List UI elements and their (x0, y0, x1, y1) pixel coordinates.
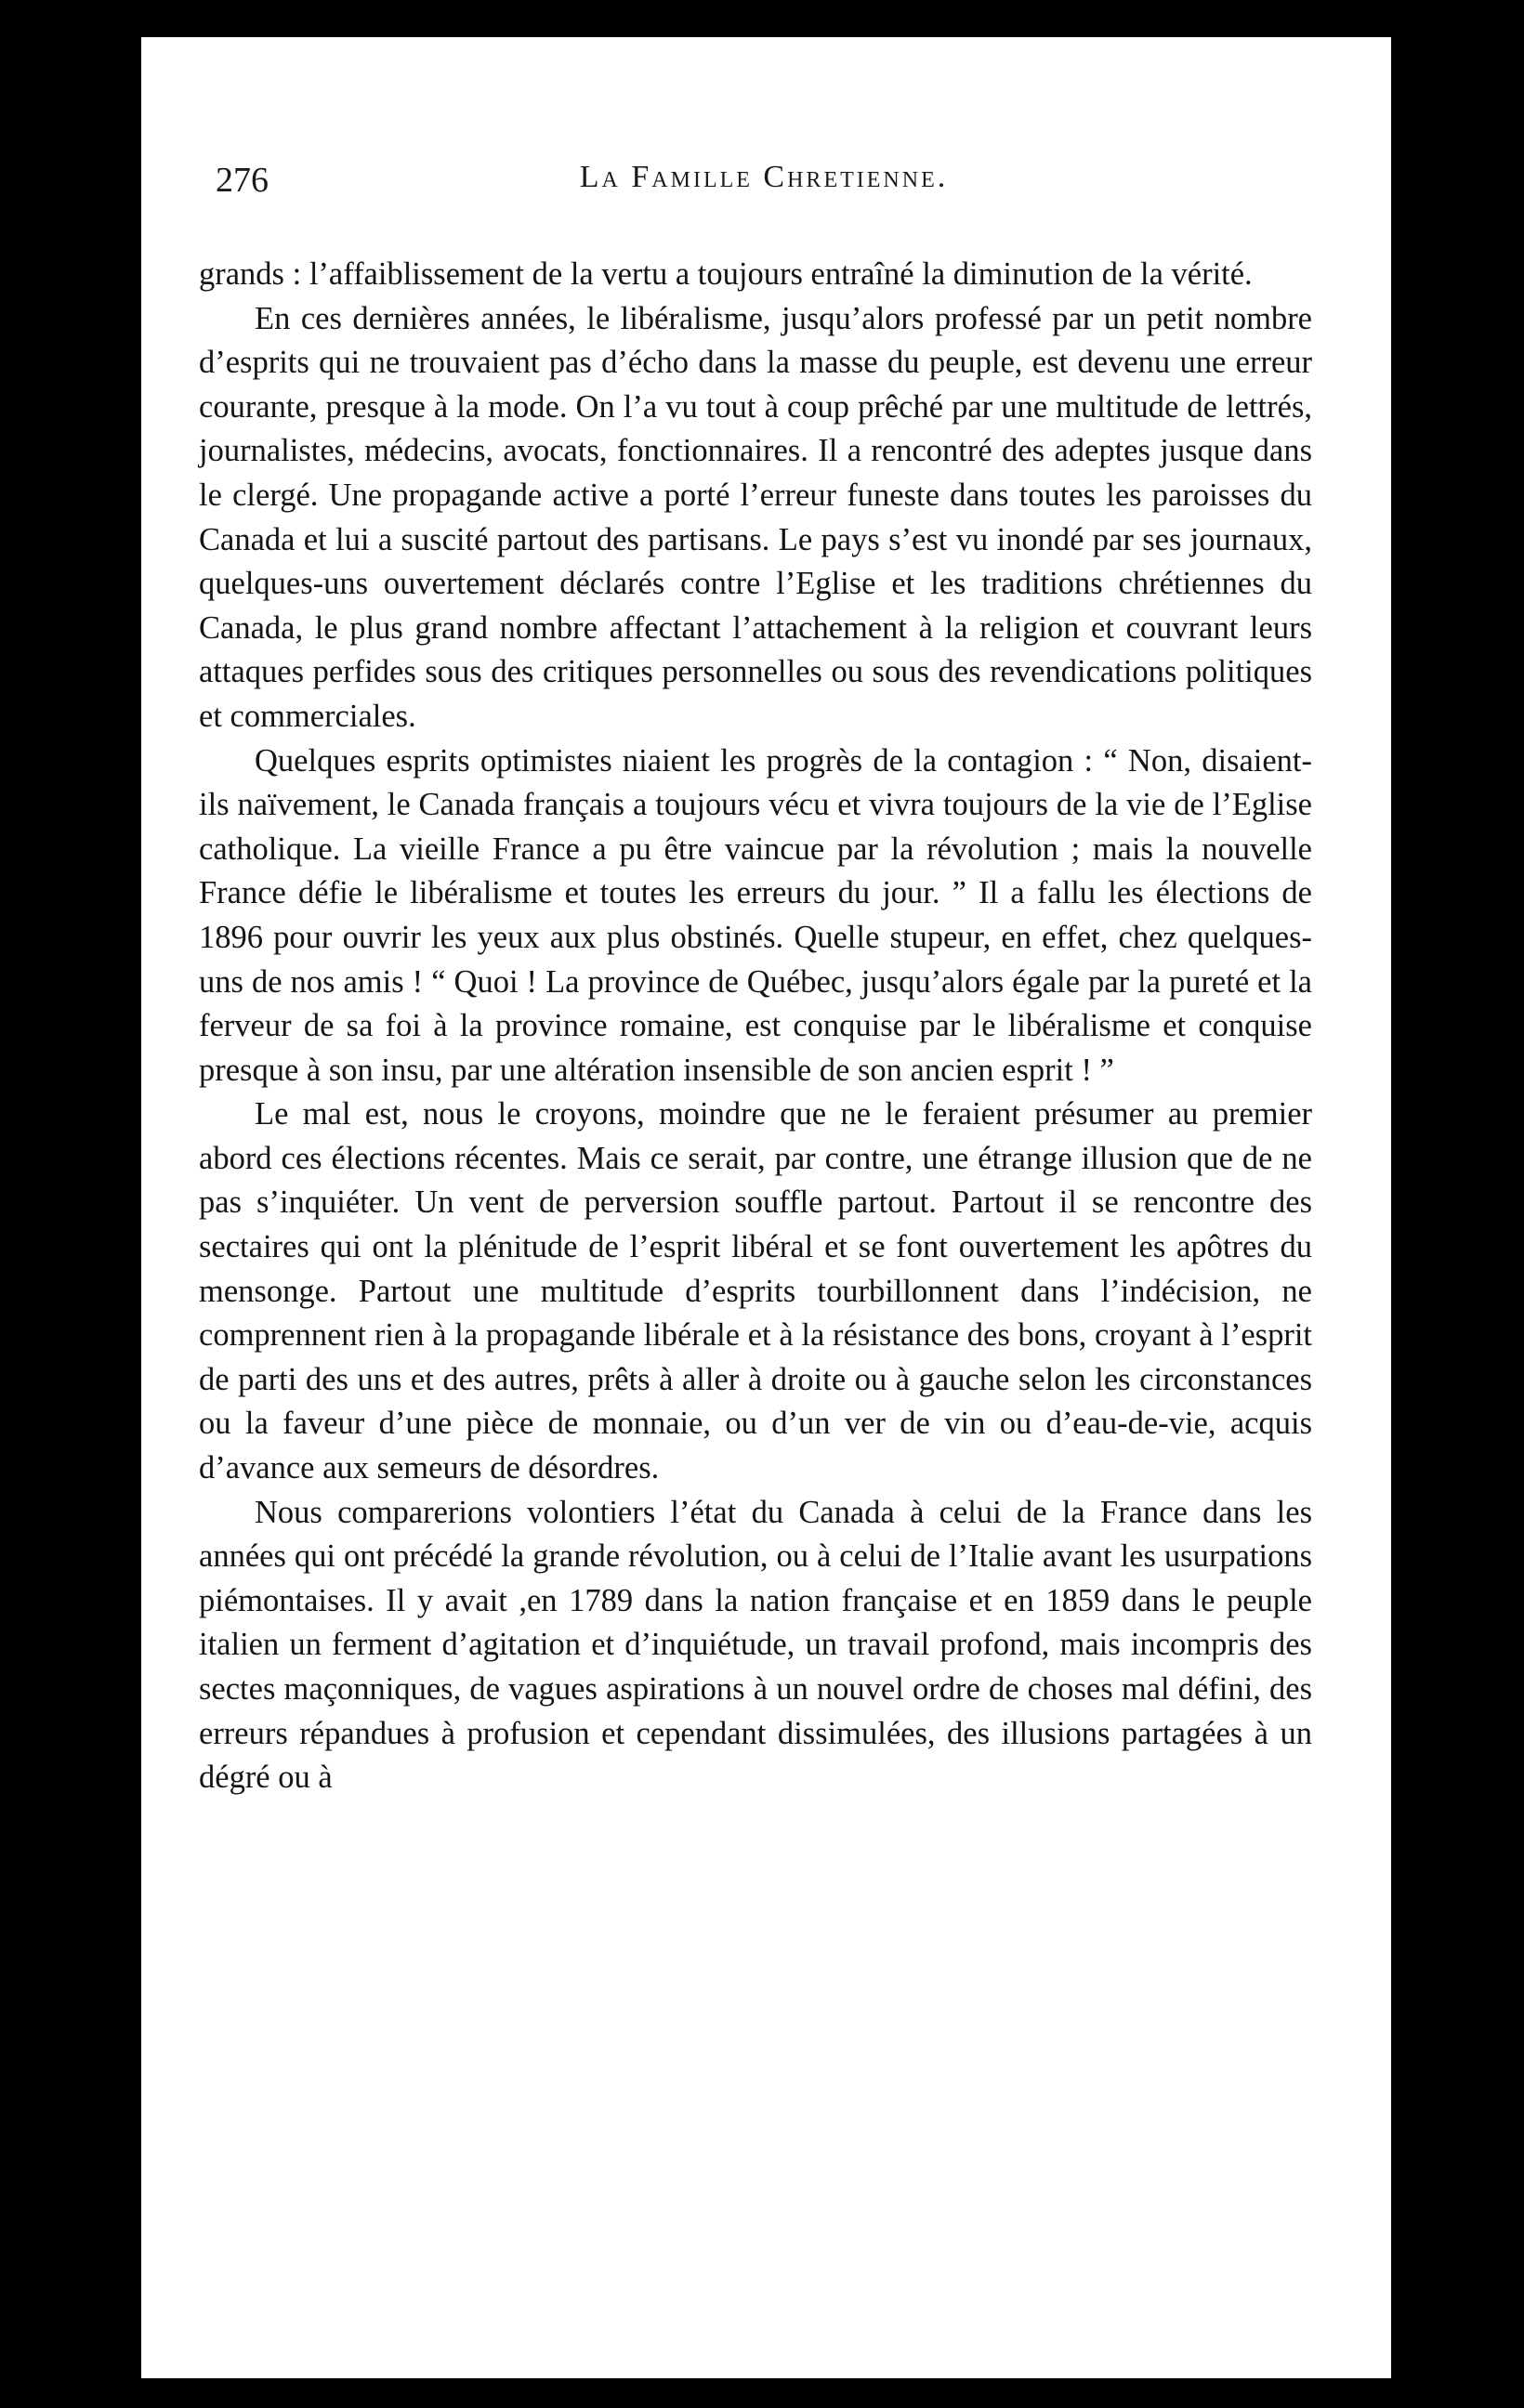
paragraph: Nous comparerions volontiers l’état du Canada à celui de la France dans les années qui ont précédé la grande révolution, ou à celui de l’Italie avant les usurpations piémontaises. Il y avait ,en 1789 dans la nation française et en 1859 dans le peuple italien un ferment d’agitation et d’inquiétude, un travail profond, mais incompris des sectes maçonniques, de vagues aspirations à un nouvel ordre de choses mal défini, des erreurs répandues à profusion et cependant dissimulées, des illusions partagées à un dégré ou à (199, 1494, 1312, 1796)
book-page (141, 37, 1391, 2378)
paragraph: En ces dernières années, le libéralisme, jusqu’alors professé par un petit nombre d’esprits qui ne trouvaient pas d’écho dans la masse du peuple, est devenu une erreur courante, presque à la mode. On l’a vu tout à coup prêché par une multitude de lettrés, journalistes, médecins, avocats, fonctionnaires. Il a rencontré des adeptes jusque dans le clergé. Une propagande active a porté l’erreur funeste dans toutes les paroisses du Canada et lui a suscité partout des partisans. Le pays s’est vu inondé par ses journaux, quelques-uns ouvertement déclarés contre l’Eglise et les traditions chrétiennes du Canada, le plus grand nombre affectant l’attachement à la religion et couvrant leurs attaques perfides sous des critiques personnelles ou sous des revendications politiques et commerciales. (199, 300, 1312, 734)
text-body (199, 253, 1312, 1800)
page-header (216, 160, 1312, 216)
paragraph: Quelques esprits optimistes niaient les progrès de la contagion : “ Non, disaient-ils naïvement, le Canada français a toujours vécu et vivra toujours de la vie de l’Eglise catholique. La vieille France a pu être vaincue par la révolution ; mais la nouvelle France défie le libéralisme et toutes les erreurs du jour. ” Il a fallu les élections de 1896 pour ouvrir les yeux aux plus obstinés. Quelle stupeur, en effet, chez quelques-uns de nos amis ! “ Quoi ! La province de Québec, jusqu’alors égale par la pureté et la ferveur de sa foi à la province romaine, est conquise par le libéralisme et conquise presque à son insu, par une altération insensible de son ancien esprit ! ” (199, 742, 1312, 1088)
paragraph-continuation: grands : l’affaiblissement de la vertu a toujours entraîné la diminution de la vérité. (199, 256, 1253, 292)
paragraph: Le mal est, nous le croyons, moindre que ne le feraient présumer au premier abord ces élections récentes. Mais ce serait, par contre, une étrange illusion que de ne pas s’inquiéter. Un vent de perversion souffle partout. Partout il se rencontre des sectaires qui ont la plénitude de l’esprit libéral et se font ouvertement les apôtres du mensonge. Partout une multitude d’esprits tourbillonnent dans l’indécision, ne comprennent rien à la propagande libérale et à la résistance des bons, croyant à l’esprit de parti des uns et des autres, prêts à aller à droite ou à gauche selon les circonstances ou la faveur d’une pièce de monnaie, ou d’un ver de vin ou d’eau-de-vie, acquis d’avance aux semeurs de désordres. (199, 1096, 1312, 1486)
running-title: La Famille Chretienne. (579, 160, 949, 194)
page-number: 276 (216, 161, 269, 200)
